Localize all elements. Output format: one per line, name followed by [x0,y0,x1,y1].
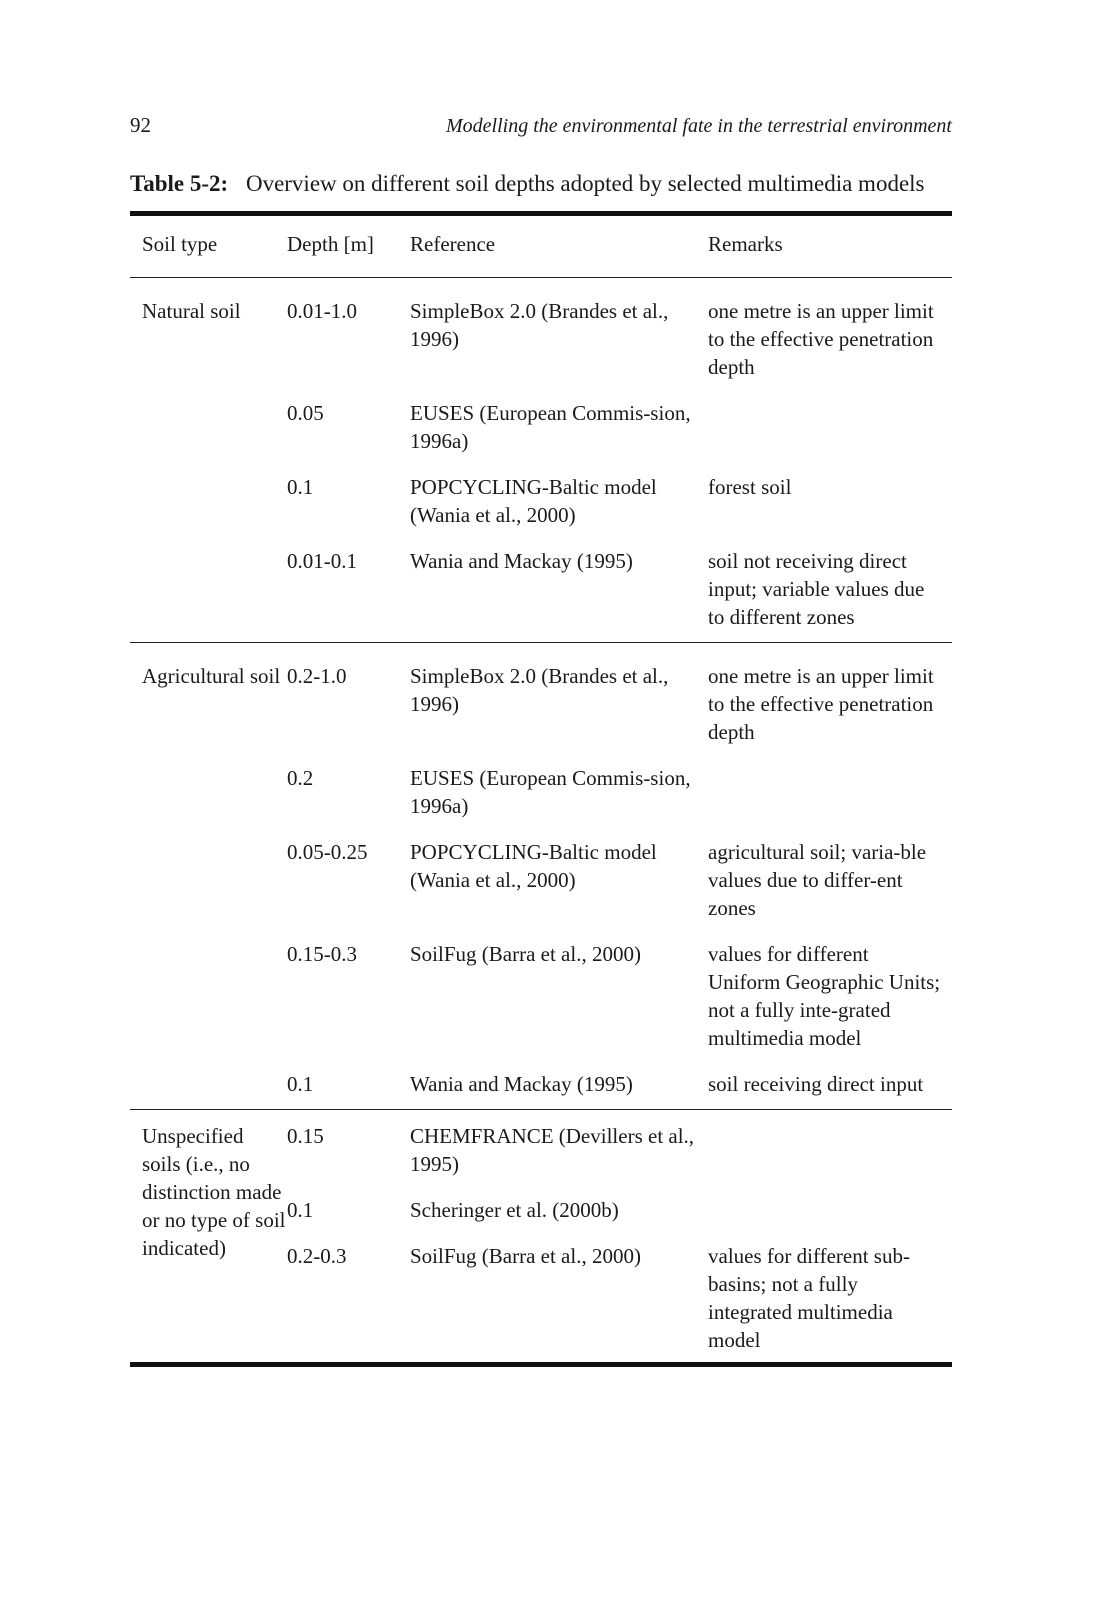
reference-cell: CHEMFRANCE (Devillers et al., 1995) [410,1124,695,1176]
remarks-cell: forest soil [708,475,792,499]
soil-depth-table [130,211,952,1367]
depth-cell: 0.05-0.25 [287,840,368,864]
remarks-cell: soil receiving direct input [708,1070,952,1110]
depth-cell: 0.1 [287,1198,314,1222]
reference-cell: Wania and Mackay (1995) [410,547,708,643]
depth-cell: 0.01-1.0 [287,299,357,323]
depth-cell: 0.1 [287,475,314,499]
remarks-cell: soil not receiving direct input; variable values due to different zones [708,547,952,643]
remarks-cell: values for different sub-basins; not a fully integrated multimedia model [708,1244,910,1352]
depth-cell: 0.2-0.3 [287,1244,347,1268]
remarks-cell [708,399,952,473]
reference-cell: POPCYCLING-Baltic model (Wania et al., 2000) [410,840,657,892]
reference-cell: EUSES (European Commis-sion, 1996a) [410,401,691,453]
remarks-cell [708,764,952,838]
column-header-reference: Reference [410,216,708,278]
table-header-row [130,216,952,278]
reference-cell: Wania and Mackay (1995) [410,1070,708,1110]
soil-type-cell: Agricultural soil [130,643,287,1110]
column-header-remarks: Remarks [708,216,952,278]
soil-type-cell: Unspecified soils (i.e., no distinction made or no type of soil indicated) [142,1124,286,1260]
reference-cell: Scheringer et al. (2000b) [410,1198,619,1222]
table-caption-text: Overview on different soil depths adopted by selected multimedia models [245,171,925,196]
table-row [130,643,952,765]
table-row [130,1110,952,1197]
soil-type-cell: Natural soil [130,278,287,643]
depth-cell: 0.1 [287,1070,410,1110]
remarks-cell: one metre is an upper limit to the effective penetration depth [708,299,934,379]
table-bottom-rule [130,1362,952,1367]
reference-cell: SoilFug (Barra et al., 2000) [410,942,641,966]
column-header-soil-type: Soil type [130,216,287,278]
reference-cell: SimpleBox 2.0 (Brandes et al., 1996) [410,299,669,351]
remarks-cell [708,1110,952,1197]
reference-cell: POPCYCLING-Baltic model (Wania et al., 2000) [410,475,657,527]
remarks-cell [708,1196,952,1242]
remarks-cell: values for different Uniform Geographic Units; not a fully inte-grated multimedia model [708,942,941,1050]
depth-cell: 0.2 [287,766,314,790]
table-caption-label: Table 5-2: [130,171,229,196]
table-caption [130,171,925,197]
depth-cell: 0.2-1.0 [287,664,347,688]
table-row [130,278,952,400]
reference-cell: SoilFug (Barra et al., 2000) [410,1244,641,1268]
table-body [130,216,952,1362]
depth-cell: 0.15 [287,1124,324,1148]
running-header: Modelling the environmental fate in the terrestrial environment [445,115,952,137]
depth-cell: 0.15-0.3 [287,942,357,966]
remarks-cell: one metre is an upper limit to the effective penetration depth [708,664,934,744]
column-header-depth: Depth [m] [287,216,410,278]
remarks-cell: agricultural soil; varia-ble values due to differ-ent zones [708,840,927,920]
reference-cell: SimpleBox 2.0 (Brandes et al., 1996) [410,664,669,716]
reference-cell: EUSES (European Commis-sion, 1996a) [410,766,691,818]
depth-cell: 0.01-0.1 [287,547,410,643]
page-number: 92 [130,113,151,137]
depth-cell: 0.05 [287,401,324,425]
